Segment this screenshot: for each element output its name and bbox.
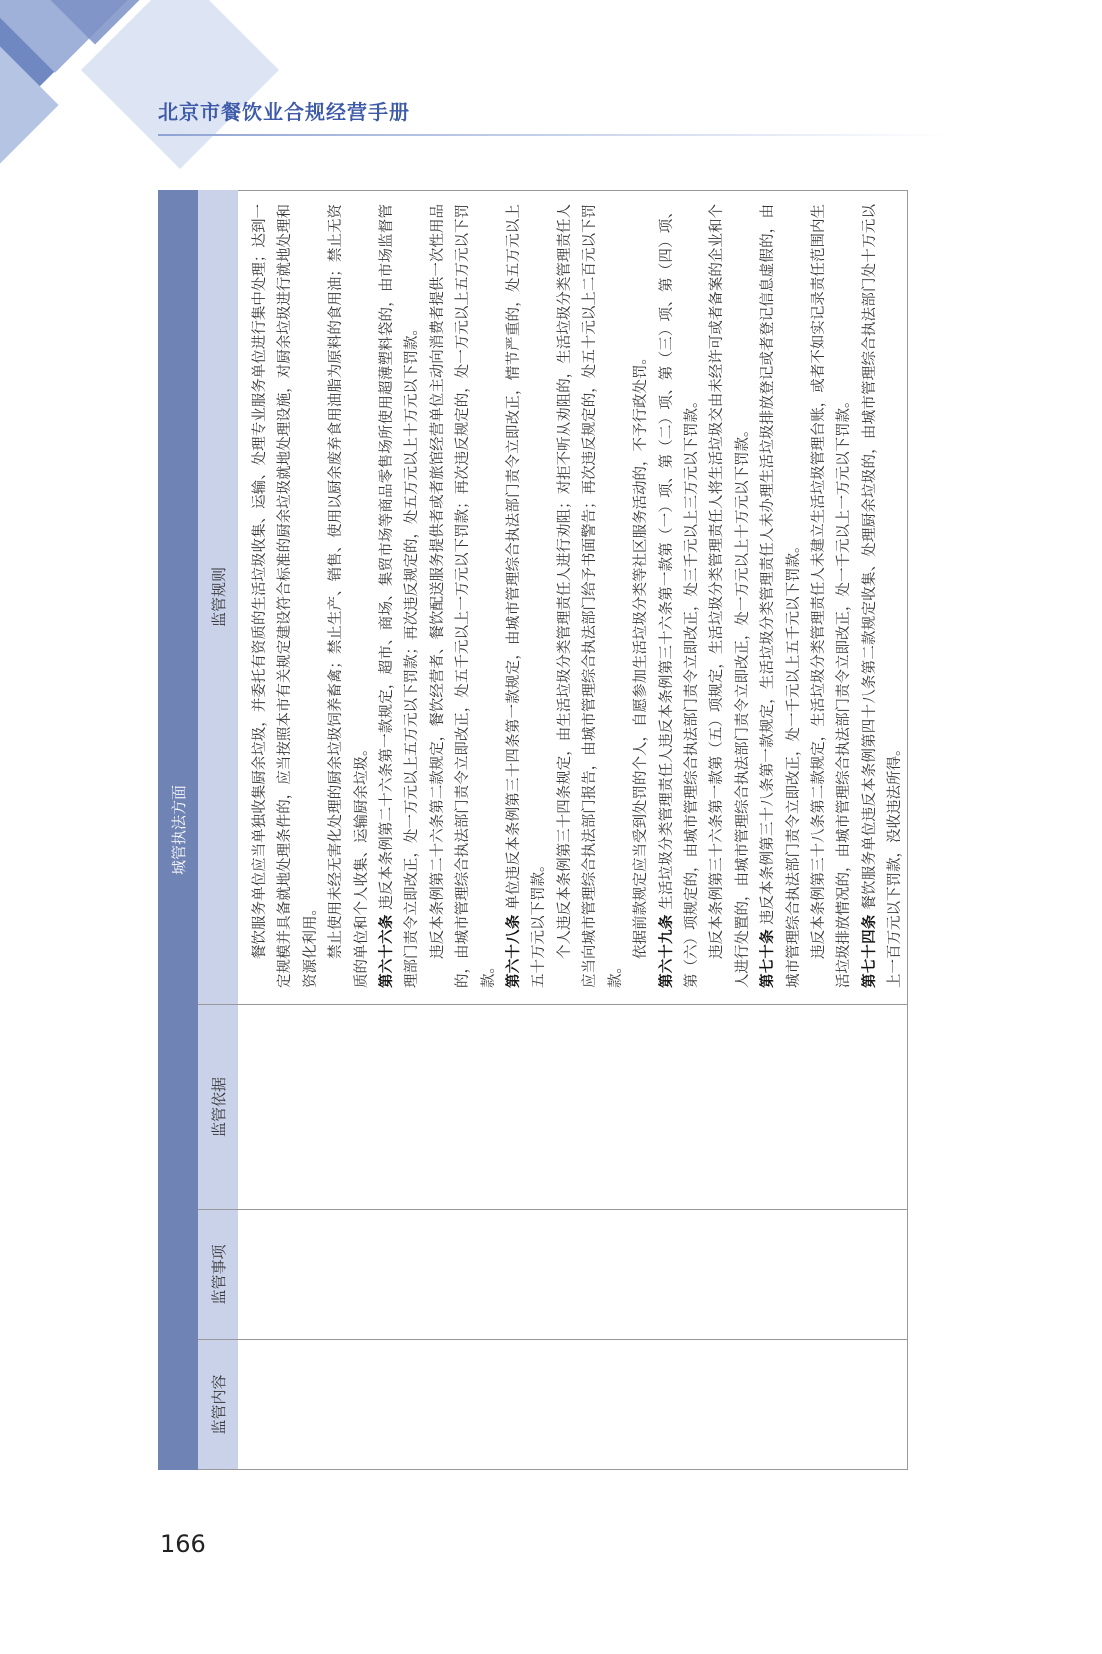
- article-number: 第六十八条: [506, 914, 523, 988]
- article-text: 生活垃圾分类管理责任人违反本条例第三十六条第一款第（一）项、第（二）项、第（三）项、第（四）项、第（六）项规定的，由城市管理综合执法部门责令立即改正，处三千元以上三万元以下罚款。: [658, 204, 700, 988]
- article-text: 违反本条例第三十八条第一款规定，生活垃圾分类管理责任人未办理生活垃圾排放登记或者登记信息虚假的，由城市管理综合执法部门责令立即改正，处一千元以上五千元以下罚款。: [760, 203, 802, 988]
- article-text: 餐饮服务单位违反本条例第四十八条第二款规定收集、处理厨余垃圾的，由城市管理综合执法部门处十万元以上一百万元以下罚款，没收违法所得。: [861, 204, 904, 988]
- page-number: 166: [160, 1530, 206, 1558]
- rule-paragraph: 餐饮服务单位应当单独收集厨余垃圾，并委托有资质的生活垃圾收集、运输、处理专业服务单位进行集中处理；达到一定规模并具备就地处理条件的，应当按照本市有关规定建设符合标准的厨余垃圾就地处理设施，对厨余垃圾进行就地处理和资源化利用。: [252, 204, 319, 988]
- header-divider: [158, 134, 948, 136]
- page-header-title: 北京市餐饮业合规经营手册: [158, 100, 410, 124]
- column-header-content: 监管内容: [198, 1340, 238, 1470]
- article-number: 第六十六条: [379, 914, 396, 988]
- rule-paragraph: 违反本条例第三十八条第二款规定，生活垃圾分类管理责任人未建立生活垃圾管理台账，或者不如实记录责任范围内生活垃圾排放情况的，由城市管理综合执法部门责令立即改正，处一千元以上一万元以下罚款。: [810, 204, 853, 988]
- rotated-table-wrapper: [158, 190, 908, 1470]
- column-header-basis: 监管依据: [198, 1005, 238, 1210]
- article-number: 第七十条: [760, 929, 777, 988]
- article-number: 第六十九条: [658, 914, 675, 988]
- article-paragraph: [502, 204, 553, 988]
- rule-paragraph: 违反本条例第三十六条第一款第（五）项规定，生活垃圾分类管理责任人将生活垃圾交由未经许可或者备案的企业和个人进行处置的，由城市管理综合执法部门责令立即改正，处一万元以上十万元以下罚款。: [709, 204, 751, 988]
- article-number: 第七十四条: [861, 914, 878, 988]
- rule-paragraph: 依据前款规定应当受到处罚的个人，自愿参加生活垃圾分类等社区服务活动的，不予行政处罚。: [633, 350, 650, 959]
- column-header-item: 监管事项: [198, 1210, 238, 1340]
- article-paragraph: [858, 204, 907, 988]
- cell-basis: [238, 1005, 907, 1210]
- cell-content: [238, 1340, 907, 1470]
- column-header-rules: 监管规则: [198, 190, 238, 1005]
- cell-item: [238, 1210, 907, 1340]
- article-paragraph: [756, 204, 807, 988]
- rule-paragraph: 违反本条例第二十六条第二款规定，餐饮经营者、餐饮配送服务提供者或者旅馆经营单位主动向消费者提供一次性用品的，由城市管理综合执法部门责令立即改正，处五千元以上一万元以下罚款；再次违反规定的，处一万元以上五万元以下罚款。: [429, 204, 497, 988]
- article-paragraph: [655, 204, 706, 988]
- cell-rules: [238, 190, 907, 1005]
- table-band-title: 城管执法方面: [158, 190, 198, 1470]
- rule-paragraph: 禁止使用未经无害化处理的厨余垃圾饲养畜禽；禁止生产、销售、使用以厨余废弃食用油脂为原料的食用油；禁止无资质的单位和个人收集、运输厨余垃圾。: [328, 204, 370, 988]
- article-text: 单位违反本条例第三十四条第一款规定，由城市管理综合执法部门责令立即改正，情节严重的，处五万元以上五十万元以下罚款。: [506, 204, 548, 988]
- rule-paragraph: 个人违反本条例第三十四条规定，由生活垃圾分类管理责任人进行劝阻；对拒不听从劝阻的，生活垃圾分类管理责任人应当向城市管理综合执法部门报告，由城市管理综合执法部门给予书面警告；再次违反规定的，处五十元以上二百元以下罚款。: [556, 204, 624, 988]
- article-paragraph: [375, 204, 426, 988]
- article-text: 违反本条例第二十六条第一款规定，超市、商场、集贸市场等商品零售场所使用超薄塑料袋的，由市场监督管理部门责令立即改正，处一万元以上五万元以下罚款；再次违反规定的，处五万元以上十万元以下罚款。: [379, 204, 421, 988]
- regulation-table: [158, 190, 908, 1470]
